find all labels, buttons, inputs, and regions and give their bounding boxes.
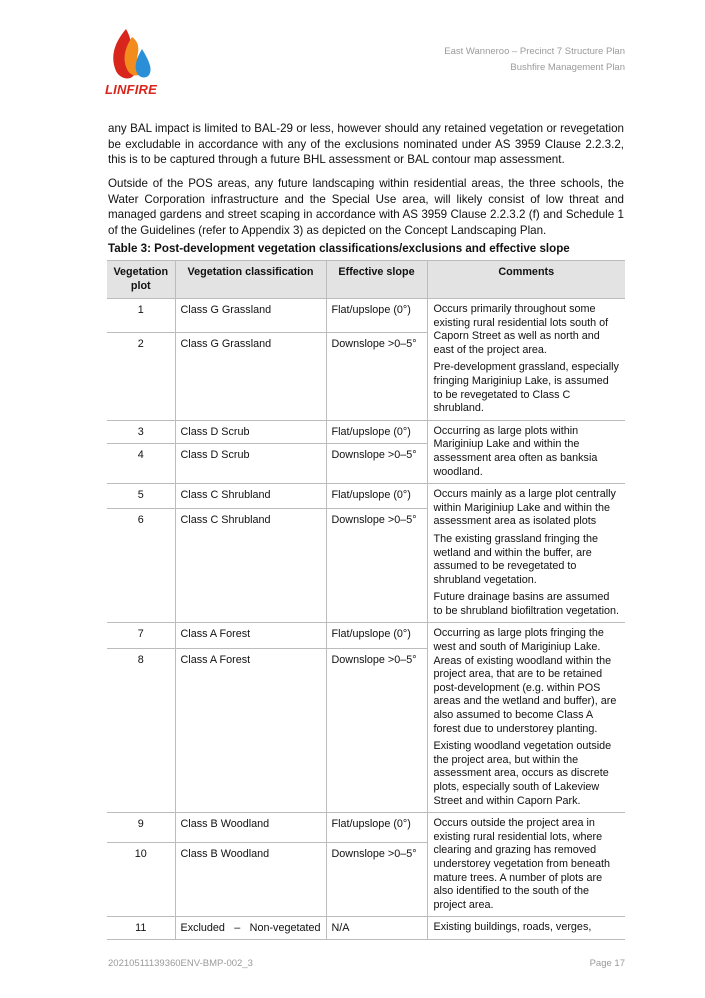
cell-slope: Flat/upslope (0°): [326, 813, 427, 843]
cell-slope: Downslope >0–5°: [326, 332, 427, 420]
classification-part: Excluded: [180, 922, 225, 935]
cell-classification: Class D Scrub: [175, 420, 326, 443]
cell-slope: Flat/upslope (0°): [326, 299, 427, 333]
vegetation-classification-table: [107, 260, 625, 940]
cell-classification: Class G Grassland: [175, 332, 326, 420]
cell-classification: Class B Woodland: [175, 843, 326, 917]
classification-part: Non-vegetated: [249, 922, 321, 935]
comment-paragraph: The existing grassland fringing the wetland and within the buffer, are assumed to be revegetated to shrubland vegetation.: [433, 532, 598, 586]
cell-plot: 8: [107, 649, 175, 813]
table-row: [107, 623, 625, 649]
cell-slope: N/A: [326, 917, 427, 940]
cell-plot: 5: [107, 484, 175, 509]
cell-slope: Flat/upslope (0°): [326, 623, 427, 649]
comment-paragraph: Pre-development grassland, especially fringing Mariginiup Lake, is assumed to be revegetated to Class C shrubland.: [433, 361, 619, 415]
header-project-title: East Wanneroo – Precinct 7 Structure Plan: [444, 46, 625, 57]
cell-classification: Class A Forest: [175, 623, 326, 649]
cell-classification: Class G Grassland: [175, 299, 326, 333]
cell-comments: [427, 917, 625, 940]
cell-plot: 4: [107, 444, 175, 484]
comment-paragraph: Future drainage basins are assumed to be shrubland biofiltration vegetation.: [433, 591, 619, 617]
header-document-title: Bushfire Management Plan: [510, 62, 625, 73]
header-vegetation-plot: Vegetation plot: [107, 261, 175, 299]
comment-paragraph: Occurs outside the project area in existing rural residential lots, where clearing and grazing has removed understorey vegetation from beneath mature trees. A number of plots are also identified to the south of the project area.: [433, 817, 610, 911]
comment-paragraph: Occurring as large plots within Mariginiup Lake and within the assessment area often as banksia woodland.: [433, 424, 598, 478]
table-header-row: [107, 261, 625, 299]
table-caption: Table 3: Post-development vegetation classifications/exclusions and effective slope: [108, 242, 570, 255]
logo-wordmark: LINFIRE: [105, 82, 157, 97]
comment-paragraph: Occurring as large plots fringing the west and south of Mariginiup Lake. Areas of existing woodland within the project area, that are to be retained post-development (e.g. within POS areas and the wetland and buffer), are also assumed to become Class A forest due to understorey planting.: [433, 627, 617, 735]
table-row: [107, 813, 625, 843]
document-header: [444, 44, 625, 76]
body-paragraph-1: any BAL impact is limited to BAL-29 or less, however should any retained vegetation or revegetation be excludable in accordance with any of the exclusions nominated under AS 3959 Clause 2.2.3.2, this is to be captured through a future BHL assessment or BAL contour map assessment.: [108, 122, 624, 166]
cell-slope: Downslope >0–5°: [326, 444, 427, 484]
cell-plot: 11: [107, 917, 175, 940]
footer-page-number: Page 17: [589, 958, 625, 969]
cell-classification: Class B Woodland: [175, 813, 326, 843]
cell-plot: 6: [107, 509, 175, 623]
comment-paragraph: Existing woodland vegetation outside the project area, but within the assessment area, occurs as discrete plots, especially south of Lakeview Street and within Caporn Park.: [433, 740, 612, 807]
classification-dash: –: [234, 922, 241, 935]
cell-plot: 1: [107, 299, 175, 333]
cell-comments: [427, 299, 625, 421]
cell-slope: Downslope >0–5°: [326, 843, 427, 917]
header-effective-slope: Effective slope: [326, 261, 427, 299]
cell-classification: [175, 917, 326, 940]
cell-classification: Class A Forest: [175, 649, 326, 813]
cell-classification: Class C Shrubland: [175, 509, 326, 623]
comment-paragraph: Existing buildings, roads, verges,: [433, 921, 592, 934]
cell-plot: 2: [107, 332, 175, 420]
footer-document-id: 20210511139360ENV-BMP-002_3: [108, 958, 253, 969]
body-paragraph-2: Outside of the POS areas, any future landscaping within residential areas, the three schools, the Water Corporation infrastructure and the Special Use area, will likely consist of low threat and managed gardens and street scaping in accordance with AS 3959 Clause 2.2.3.2 (f) and Schedule 1 of the Guidelines (refer to Appendix 3) as depicted on the Concept Landscaping Plan.: [108, 177, 624, 237]
cell-comments: [427, 484, 625, 623]
cell-slope: Flat/upslope (0°): [326, 484, 427, 509]
comment-paragraph: Occurs mainly as a large plot centrally within Mariginiup Lake and within the assessment area as isolated plots: [433, 488, 616, 528]
table-row: [107, 484, 625, 509]
cell-plot: 3: [107, 420, 175, 443]
header-comments: Comments: [427, 261, 625, 299]
table-row: [107, 420, 625, 443]
header-vegetation-classification: Vegetation classification: [175, 261, 326, 299]
cell-plot: 10: [107, 843, 175, 917]
cell-slope: Flat/upslope (0°): [326, 420, 427, 443]
table-row: [107, 917, 625, 940]
table-row: [107, 299, 625, 333]
cell-slope: Downslope >0–5°: [326, 509, 427, 623]
cell-plot: 7: [107, 623, 175, 649]
cell-comments: [427, 623, 625, 813]
cell-plot: 9: [107, 813, 175, 843]
cell-comments: [427, 813, 625, 917]
cell-classification: Class C Shrubland: [175, 484, 326, 509]
comment-paragraph: Occurs primarily throughout some existing rural residential lots south of Caporn Street as well as north and east of the project area.: [433, 303, 609, 356]
cell-classification: Class D Scrub: [175, 444, 326, 484]
cell-slope: Downslope >0–5°: [326, 649, 427, 813]
cell-comments: [427, 420, 625, 483]
